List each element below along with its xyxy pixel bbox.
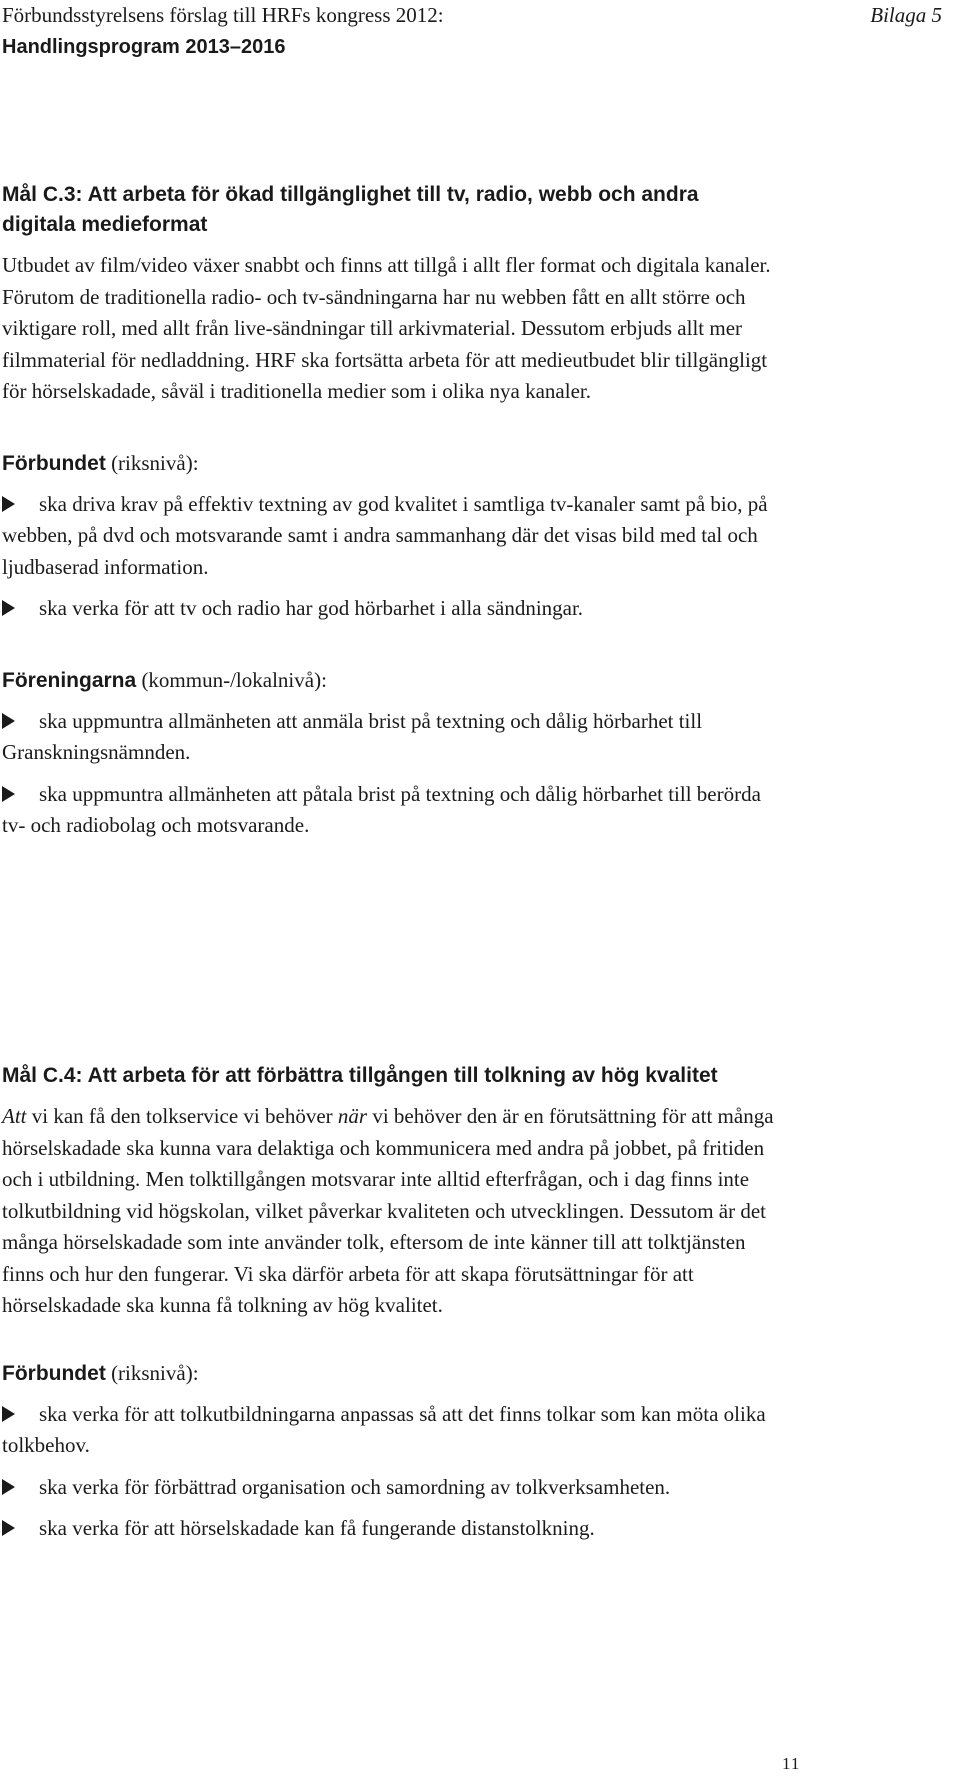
arrow-bullet-icon <box>2 786 15 802</box>
goal-c3-federal-label <box>2 448 782 479</box>
goal-c4-federal-list <box>2 1399 782 1545</box>
goal-c3-federal-list <box>2 489 782 625</box>
header-title: Förbundsstyrelsens förslag till HRFs kongress 2012: <box>2 3 444 27</box>
goal-c4-heading: Mål C.4: Att arbeta för att förbättra tillgången till tolkning av hög kvalitet <box>2 1064 718 1087</box>
arrow-bullet-icon <box>2 1479 15 1495</box>
goal-c3-heading: Mål C.3: Att arbeta för ökad tillgänglighet till tv, radio, webb och andra digitala medieformat <box>2 183 699 236</box>
arrow-bullet-icon <box>2 1406 15 1422</box>
arrow-bullet-icon <box>2 1520 15 1536</box>
goal-c3-local-list <box>2 706 782 842</box>
list-item: ska verka för att tv och radio har god hörbarhet i alla sändningar. <box>2 593 782 625</box>
federal-org: Förbundet <box>2 451 106 475</box>
federal-scope: (riksnivå): <box>111 450 199 475</box>
federal-org: Förbundet <box>2 1361 106 1385</box>
goal-c3-body: Utbudet av film/video växer snabbt och finns att tillgå i allt fler format och digitala kanaler. Förutom de traditionella radio- och tv-sändningarna har nu webben fått en allt större och viktigare roll, med allt från live-sändningar till arkivmaterial. Dessutom erbjuds allt mer filmmaterial för nedladdning. HRF ska fortsätta arbeta för att medieutbudet blir tillgängligt för hörselskadade, såväl i traditionella medier som i olika nya kanaler. <box>2 253 771 403</box>
list-item: ska uppmuntra allmänheten att anmäla brist på textning och dålig hörbarhet till Granskningsnämnden. <box>2 708 703 764</box>
goal-c3-local-label <box>2 665 782 696</box>
arrow-bullet-icon <box>2 713 15 729</box>
arrow-bullet-icon <box>2 600 15 616</box>
list-item: ska uppmuntra allmänheten att påtala brist på textning och dålig hörbarhet till berörda tv- och radiobolag och motsvarande. <box>2 781 761 837</box>
appendix-label: Bilaga 5 <box>870 3 942 27</box>
goal-c4-section <box>2 1061 782 1545</box>
goal-c4-federal-label <box>2 1358 782 1389</box>
page-header <box>2 0 942 62</box>
list-item: ska verka för förbättrad organisation och samordning av tolkverksamheten. <box>2 1472 782 1504</box>
federal-scope: (riksnivå): <box>111 1360 199 1385</box>
goal-c4-body: Att vi kan få den tolkservice vi behöver när vi behöver den är en förutsättning för att många hörselskadade ska kunna vara delaktiga och kommunicera med andra på jobbet, på fritiden och i utbildning. Men tolktillgången motsvarar inte alltid efterfrågan, och i dag finns inte tolkutbildning vid högskolan, vilket påverkar kvaliteten och utvecklingen. Dessutom är det många hörselskadade som inte använder tolk, eftersom de inte känner till att tolktjänsten finns och hur den fungerar. Vi ska därför arbeta för att skapa förutsättningar för att hörselskadade ska kunna få tolkning av hög kvalitet. <box>2 1104 774 1317</box>
arrow-bullet-icon <box>2 496 15 512</box>
list-item: ska driva krav på effektiv textning av god kvalitet i samtliga tv-kanaler samt på bio, på webben, på dvd och motsvarande samt i andra sammanhang där det visas bild med tal och ljudbaserad information. <box>2 491 768 579</box>
header-subtitle: Handlingsprogram 2013–2016 <box>2 36 286 58</box>
list-item: ska verka för att tolkutbildningarna anpassas så att det finns tolkar som kan möta olika tolkbehov. <box>2 1401 766 1457</box>
page-number: 11 <box>782 1754 801 1773</box>
goal-c3-section <box>2 180 782 842</box>
list-item: ska verka för att hörselskadade kan få fungerande distanstolkning. <box>2 1513 782 1545</box>
local-org: Föreningarna <box>2 668 137 692</box>
local-scope: (kommun-/lokalnivå): <box>141 667 327 692</box>
